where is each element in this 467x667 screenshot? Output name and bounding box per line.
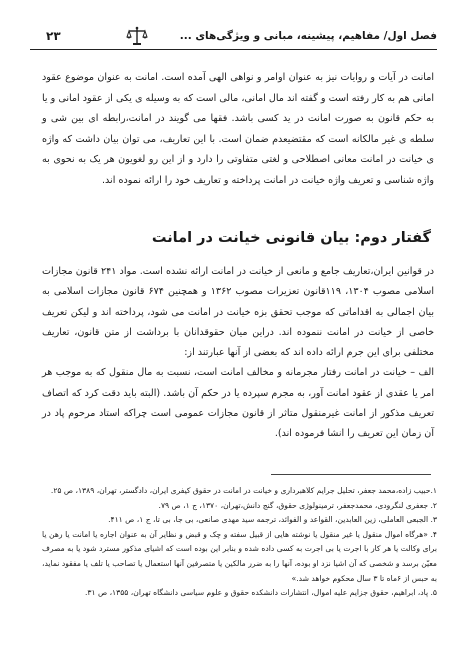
footnote: ۴. «هرگاه اموال منقول یا غیر منقول یا نوشته هایی از قبیل سفته و چک و قبض و نظایر آن به عنوان اجاره یا امانت یا رهن یا برای وکالت یا هر کار با اجرت یا بی اجرت به کسی داده شده و بنابر این بوده است که اشیای مذکور مسترد شود یا به مصرف معیّن برسد و شخصی که آن اشیا نزد او بوده، آنها را به ضرر مالکین یا متصرفین آنها استعمال یا تصاحب یا تلف یا مفقود نماید، به حبس از ۶ماه تا ۳ سال محکوم خواهد شد.»: [42, 529, 437, 583]
paragraph-text: در قوانین ایران،تعاریف جامع و مانعی از خیانت در امانت ارائه نشده است. مواد ۲۴۱ قانون مجازات اسلامی مصوب ۱۳۰۴، ۱۱۹قانون تعزیرات مصوب ۱۳۶۲ و همچنین ۶۷۴ قانون مجازات اسلامی به بیان اجمالی به اقداماتی که موجب تحقق بزه خیانت در امانت می شود، پرداخته اند و لیکن تعریف خاصی از خیانت در امانت ننموده اند. دراین میان حقوقدانان با برداشت از متن قانون، تعاریف مختلفی برای این جرم ارائه داده اند که بعضی از آنها عبارتند از:: [42, 266, 434, 359]
page-number: ۲۳: [46, 29, 61, 43]
body-paragraph-1: [42, 68, 434, 191]
paragraph-text: امانت در آیات و روایات نیز به عنوان اوامر و نواهی الهی آمده است. امانت به عنوان موضوع عقود امانی هم به کار رفته است و گفته اند مال امانی، مالی است که به وسیله ی یکی از عقود امانی و یا به حکم قانون به صورت امانت در ید کسی باشد. فقها می گویند در امانت،رابطه ای بین شی و سلطه ی غیر مالکانه است که مقتضیعدم ضمان است. با این تعاریف، می توان بیان داشت که واژه ی خیانت در امانت معانی اصطلاحی و لغتی متفاوتی را دارد و از این رو لغویون هر یک به نحوی به واژه شناسی و تعریف واژه خیانت در امانت پرداخته و تعاریف خود را ارائه نموده اند.: [42, 72, 434, 186]
running-title: فصل اول/ مفاهیم، پیشینه، مبانی و ویژگی‌های ...: [179, 30, 437, 42]
footnote: ۱.حبیب زاده،محمد جعفر، تحلیل جرایم کلاهبرداری و خیانت در امانت در حقوق کیفری ایران، دادگستر، تهران، ۱۳۸۹، ص ۲۵.: [50, 486, 437, 495]
header-rule: [30, 49, 437, 50]
paragraph-text: الف – خیانت در امانت رفتار مجرمانه و مخالف امانت است، نسبت به مال منقول که به موجب هر امر یا عقدی از عقود امانت آور، به مجرم سپرده یا در حکم آن باشد. (البته باید دقت کرد که اتصاف تعریف مذکور از امانت غیرمنقول متاثر از قانون مجازات عمومی است چراکه استاد مرحوم پاد در آن زمان این تعریف را انشا فرموده اند).: [42, 367, 434, 440]
footnote: ۵. پاد، ابراهیم، حقوق جزایم علیه اموال، انتشارات دانشکده حقوق و علوم سیاسی دانشگاه تهران، ۱۳۵۵، ص ۳۱.: [84, 588, 437, 598]
scales-icon: [126, 26, 148, 46]
footnote-separator: [271, 474, 431, 475]
footnote: ۲. جعفری لنگرودی، محمدجعفر، ترمینولوژی حقوق، گنج دانش،تهران، ۱۳۷۰، ج ۱، ص ۷۹.: [158, 500, 437, 510]
page-header: [30, 24, 437, 50]
body-paragraph-2: [42, 262, 434, 445]
footnotes: [42, 484, 437, 601]
footnote: ۳. الجبعی العاملی، زین العابدین، القواعد و الفوائد، ترجمه سید مهدی صانعی، بی جا، بی تا، ج ۱، ص ۴۱۱.: [108, 515, 437, 525]
section-heading: گفتار دوم: بیان قانونی خیانت در امانت: [151, 230, 431, 246]
